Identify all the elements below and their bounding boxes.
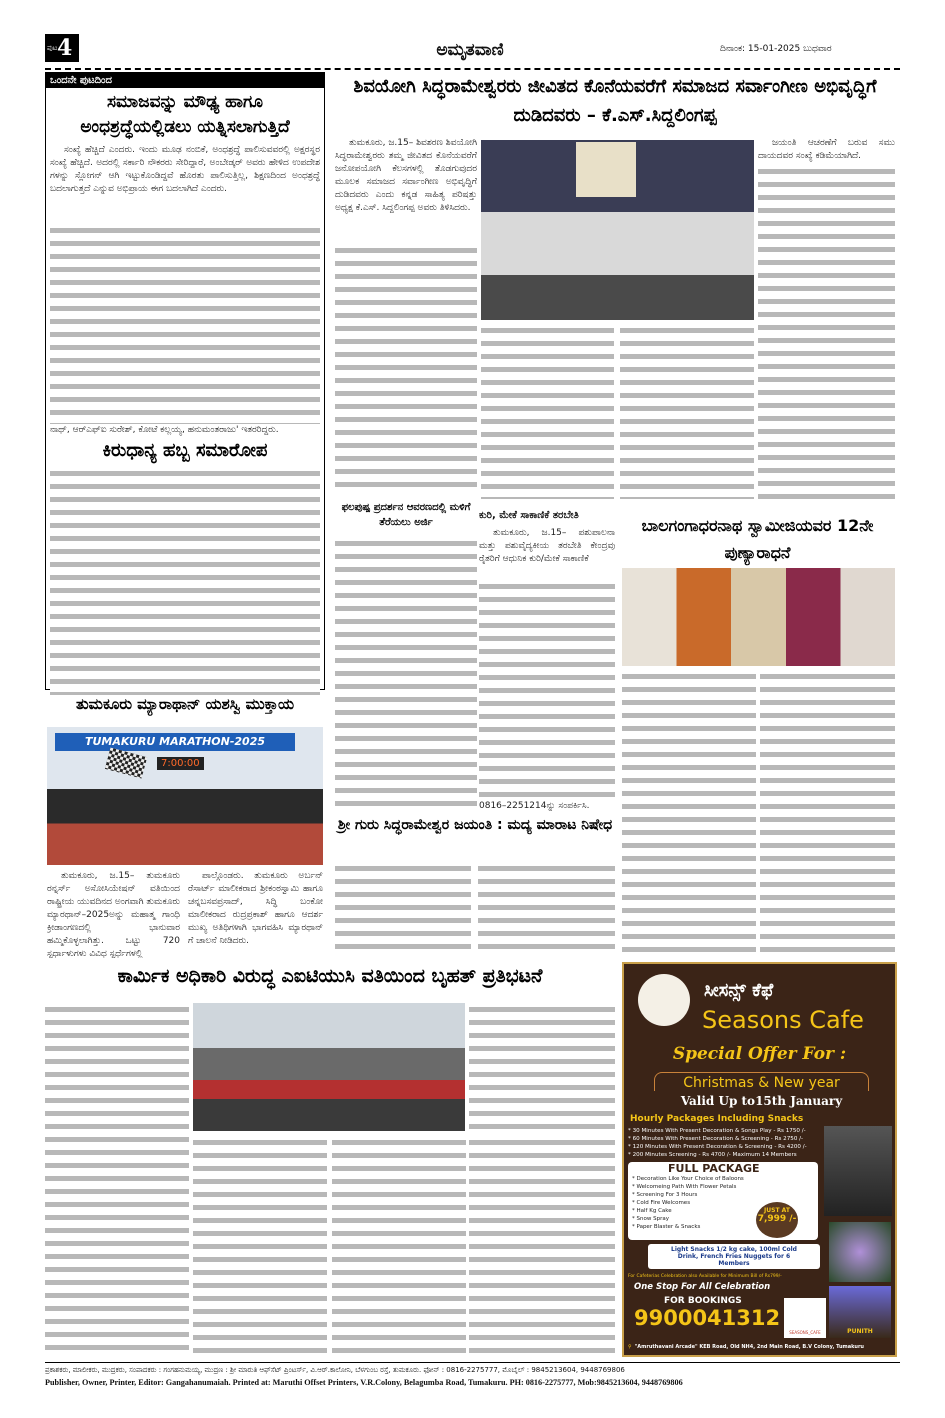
full-item: * Snow Spray	[632, 1216, 669, 1222]
liquor-body-right	[478, 862, 615, 957]
ad-validity: Valid Up to15th January	[680, 1094, 843, 1108]
page-number-badge	[45, 34, 79, 62]
checkered-flag	[105, 747, 147, 778]
article-headline-2: ಕಿರುಧಾನ್ಯ ಹಬ್ಬ ಸಮಾರೋಪ	[102, 440, 268, 461]
lead-body: ತುಮಕೂರು, ಜ.15– ಶಿವಶರಣ ಶಿವಯೋಗಿ ಸಿದ್ಧರಾಮೇಶ್ವರರು ತಮ್ಮ ಜೀವಿತದ ಕೊನೆಯವರೆಗೆ ಜನೋಪಯೋಗಿ ಕೆಲಸಗಳಲ್ಲಿ ತೊಡಗುವುದರ ಮೂಲಕ ಸಮಾಜದ ಸರ್ವಾಂಗೀಣ ಅಭಿವೃದ್ಧಿಗೆ ದುಡಿದವರು ಎಂದು ಕನ್ನಡ ಸಾಹಿತ್ಯ ಪರಿಷತ್ತು ಅಧ್ಯಕ್ಷ ಕೆ.ಎಸ್. ಸಿದ್ದಲಿಂಗಪ್ಪ ಅವರು ತಿಳಿಸಿದರು.	[335, 138, 477, 213]
bala-headline: ಬಾಲಗಂಗಾಧರನಾಥ ಸ್ವಾಮೀಜಿಯವರ 12ನೇ ಪುಣ್ಯಾರಾಧನೆ	[641, 516, 874, 562]
ad-tagline: One Stop For All Celebration	[634, 1282, 771, 1292]
article-headline: ಸಮಾಜವನ್ನು ಮೌಢ್ಯ ಹಾಗೂ ಅಂಧಶ್ರದ್ಧೆಯಲ್ಲಿಡಲು ಯತ್ನಿಸಲಾಗುತ್ತಿದೆ	[80, 92, 290, 137]
package-item: * 200 Minutes Screening - Rs 4700 /- Maximum 14 Members	[628, 1152, 797, 1158]
footer-divider	[45, 1362, 900, 1363]
protest-body-col3	[332, 1136, 466, 1358]
masthead-divider	[45, 68, 900, 70]
price-badge	[756, 1202, 798, 1238]
full-item: * Decoration Like Your Choice of Baloons	[632, 1176, 744, 1182]
section-tag: ಒಂದನೇ ಪುಟದಿಂದ	[46, 73, 324, 88]
qr-code	[784, 1298, 826, 1338]
full-item: * Paper Blaster & Snacks	[632, 1224, 701, 1230]
package-item: * 120 Minutes With Present Decoration & Screening - Rs 4200 /-	[628, 1144, 807, 1150]
sheep-body: ತುಮಕೂರು, ಜ.15– ಪಶುಪಾಲನಾ ಮತ್ತು ಪಶುವೈದ್ಯಕೀಯ ತರಬೇತಿ ಕೇಂದ್ರವು ರೈತರಿಗೆ ಆಧುನಿಕ ಕುರಿ/ಮೇಕೆ ಸಾಕಾಣಿಕೆ	[479, 528, 615, 564]
bala-body-left	[622, 670, 756, 955]
marathon-body-left: ತುಮಕೂರು, ಜ.15– ತುಮಕೂರು ರನ್ನರ್ಸ್ ಅಸೋಸಿಯೇಷನ್ ವತಿಯಿಂದ ರಾಷ್ಟ್ರೀಯ ಯುವದಿನದ ಅಂಗವಾಗಿ ತುಮಕೂರು ಮ್ಯಾರಥಾನ್–2025ಅನ್ನು ಮಹಾತ್ಮ ಗಾಂಧಿ ಕ್ರೀಡಾಂಗಣದಲ್ಲಿ ಭಾನುವಾರ ಹಮ್ಮಿಕೊಳ್ಳಲಾಗಿತ್ತು. ಒಟ್ಟು 720 ಸ್ಪರ್ಧಾಳುಗಳು ವಿವಿಧ ಸ್ಪರ್ಧೆಗಳಲ್ಲಿ	[47, 871, 180, 958]
stage-banner	[576, 142, 636, 197]
protest-photo	[193, 1003, 465, 1131]
article-body-2	[50, 467, 320, 695]
marathon-body-right: ಪಾಲ್ಗೊಂಡರು. ತುಮಕೂರು ಅರ್ಬನ್ ರೆಸಾರ್ಟ್ ಮಾಲೀಕರಾದ ಶ್ರೀಕಂಠಸ್ವಾಮಿ ಹಾಗೂ ಚನ್ನಬಸವಪ್ರಸಾದ್, ಸಿದ್ಧಿ ಬಂಕೋ ಮಾಲೀಕರಾದ ರುದ್ರಪ್ರಕಾಶ್ ಹಾಗೂ ಆದರ್ಶ ಮುಖ್ಯ ಅತಿಥಿಗಳಾಗಿ ಭಾಗವಹಿಸಿ ಮ್ಯಾರಥಾನ್ ಗೆ ಚಾಲನೆ ನೀಡಿದರು.	[188, 871, 323, 946]
page-label: ಪುಟ	[47, 44, 58, 52]
snacks-strip: Light Snacks 1/2 kg cake, 100ml Cold Drink, French Fries Nuggets for 6 Members	[648, 1244, 820, 1269]
packages-list	[628, 1127, 813, 1159]
full-item: * Welcomeing Path With Flower Petals	[632, 1184, 737, 1190]
lead-headline: ಶಿವಯೋಗಿ ಸಿದ್ಧರಾಮೇಶ್ವರರು ಜೀವಿತದ ಕೊನೆಯವರೆಗೆ ಸಮಾಜದ ಸರ್ವಾಂಗೀಣ ಅಭಿವೃದ್ಧಿಗೆ ದುಡಿದವರು – ಕೆ.ಎಸ್.ಸಿದ್ದಲಿಂಗಪ್ಪ	[353, 76, 877, 126]
package-item: * 30 Minutes With Present Decoration & Songs Play - Rs 1750 /-	[628, 1128, 806, 1134]
address-text: "Amruthavani Arcade" KEB Road, Old NH4, 2nd Main Road, B.V Colony, Tumakuru	[634, 1344, 864, 1350]
ad-title-kn: ಸೀಸನ್ಸ್ ಕೆಫೆ	[704, 980, 774, 1001]
sheep-body-continued	[479, 580, 615, 805]
full-item: * Screening For 3 Hours	[632, 1192, 698, 1198]
newspaper-title: ಅಮೃತವಾಣಿ	[436, 40, 504, 60]
bala-photo	[622, 568, 895, 666]
bookings-label: FOR BOOKINGS	[664, 1296, 742, 1306]
package-item: * 60 Minutes With Present Decoration & Screening - Rs 2750 /-	[628, 1136, 804, 1142]
ad-note: For Cafeterias Celebration also Available for Minimum Bill of Rs799/-	[628, 1274, 782, 1279]
ad-title-en: Seasons Cafe	[702, 1006, 864, 1034]
seasons-cafe-ad	[622, 962, 897, 1357]
issue-date: ದಿನಾಂಕ: 15-01-2025 ಬುಧವಾರ	[720, 44, 832, 54]
bala-body-right	[760, 670, 895, 955]
lead-right-column-start: ಜಯಂತಿ ಆಚರಣೆಗೆ ಬರುವ ಸಮು ದಾಯದವರ ಸಂಖ್ಯೆ ಕಡಿಮೆಯಾಗಿದೆ.	[758, 138, 895, 161]
protest-headline: ಕಾರ್ಮಿಕ ಅಧಿಕಾರಿ ವಿರುದ್ಧ ಎಐಟಿಯುಸಿ ವತಿಯಿಂದ ಬೃಹತ್ ಪ್ರತಿಭಟನೆ	[117, 965, 543, 987]
marathon-headline: ತುಮಕೂರು ಮ್ಯಾರಾಥಾನ್ ಯಶಸ್ವಿ ಮುಕ್ತಾಯ	[75, 695, 295, 713]
article-closing: ನಾಥ್, ಆರ್‌ಎಫ್‌ಐ ಸುರೇಶ್, ಕೋಟೆ ಕಲ್ಲಯ್ಯ, ಹನುಮಂತರಾಜು' ಇತರರಿದ್ದರು.	[50, 425, 279, 435]
full-item: * Half Kg Cake	[632, 1208, 672, 1214]
lead-photo	[481, 140, 754, 320]
full-package-box	[628, 1162, 818, 1240]
ad-photo-punith	[829, 1286, 891, 1338]
lead-right-column	[758, 165, 895, 505]
flower-show-headline: ಫಲಪುಷ್ಪ ಪ್ರದರ್ಶನ ಆವರಣದಲ್ಲಿ ಮಳಿಗೆ ತೆರೆಯಲು ಅರ್ಜಿ	[341, 502, 471, 528]
protest-body-col2	[193, 1136, 327, 1358]
just-at: JUST AT	[764, 1207, 790, 1214]
full-item: * Cold Fire Welcomes	[632, 1200, 691, 1206]
flower-show-body	[335, 537, 477, 807]
article-body: ಸಂಖ್ಯೆ ಹೆಚ್ಚಿದೆ ಎಂದರು. ಇಂದು ಮೂಢ ನಂಬಿಕೆ, ಅಂಧಶ್ರದ್ಧೆ ಪಾಲಿಸುವವರಲ್ಲಿ ಅಕ್ಷರಸ್ಥರ ಸಂಖ್ಯೆ ಹೆಚ್ಚಿದೆ. ಅದರಲ್ಲಿ ಸರ್ಕಾರಿ ನೌಕರರು ಸೇರಿದ್ದಾರೆ, ಅಂಬೇಡ್ಕರ್ ಅವರು ಹೇಳಿದ ಉಪದೇಶ ಗಳನ್ನು ಸ್ಲೋಗನ್ ಆಗಿ ಇಟ್ಟುಕೊಂಡಿದ್ದವೆ ಹೊರತು ಪಾಲಿಸುತ್ತಿಲ್ಲ, ಶಿಕ್ಷಣದಿಂದ ಅಂಧಶ್ರದ್ಧೆ ಬದಲಾಗುತ್ತದೆ ಎನ್ನುವ ಅಭಿಪ್ರಾಯ ಈಗ ಬದಲಾಗಿದೆ ಎಂದರು.	[50, 145, 320, 194]
protest-body-col4	[469, 1003, 615, 1131]
full-package-title: FULL PACKAGE	[668, 1162, 760, 1175]
marathon-banner: TUMAKURU MARATHON-2025	[55, 733, 295, 751]
protest-body-col4b	[469, 1136, 615, 1358]
price: 7,999 /-	[757, 1214, 797, 1224]
liquor-headline: ಶ್ರೀ ಗುರು ಸಿದ್ಧರಾಮೇಶ್ವರ ಜಯಂತಿ : ಮದ್ಯ ಮಾರಾಟ ನಿಷೇಧ	[337, 817, 613, 833]
liquor-prev-phone: 0816–2251214ನ್ನು ಸಂಪರ್ಕಿಸಿ.	[479, 801, 590, 811]
liquor-body-left	[335, 862, 471, 957]
imprint-kannada: ಪ್ರಕಾಶಕರು, ಮಾಲೀಕರು, ಮುದ್ರಕರು, ಸಂಪಾದಕರು : ಗಂಗಹನುಮಯ್ಯ, ಮುದ್ರಣ : ಶ್ರೀ ಮಾರುತಿ ಆಫ್‌ಸೆಟ್ ಪ್ರಿಂಟರ್ಸ್, ವಿ.ಆರ್.ಕಾಲೋನಿ, ಬೆಳಗುಂಬ ರಸ್ತೆ, ತುಮಕೂರು. ಫೋನ್ : 0816-2275777, ಮೊಬೈಲ್ : 9845213604, 9448769806	[45, 1366, 625, 1374]
article-body-continued	[50, 224, 320, 424]
photo-label: PUNITH	[847, 1328, 873, 1335]
lead-body-col2	[481, 324, 614, 499]
continued-article	[45, 72, 325, 690]
packages-title: Hourly Packages Including Snacks	[630, 1114, 804, 1124]
page-number: 4	[57, 35, 73, 61]
ad-photo-room	[824, 1126, 892, 1216]
booking-phone: 9900041312	[634, 1306, 781, 1330]
ad-offer: Special Offer For :	[672, 1044, 847, 1064]
cafe-logo	[638, 974, 690, 1026]
sheep-headline: ಕುರಿ, ಮೇಕೆ ಸಾಕಾಣಿಕೆ ತರಬೇತಿ	[479, 510, 579, 521]
marathon-photo	[47, 727, 323, 865]
ad-occasion: Christmas & New year	[654, 1072, 869, 1091]
race-clock: 7:00:00	[157, 757, 204, 770]
protest-body-col1	[45, 1003, 189, 1358]
lead-body-col3	[620, 324, 754, 499]
ad-photo-arch	[829, 1222, 891, 1282]
ad-address	[628, 1344, 864, 1350]
lead-body-continued	[335, 244, 477, 494]
imprint-english: Publisher, Owner, Printer, Editor: Gangahanumaiah. Printed at: Maruthi Offset Printers, V.R.Colony, Belagumba Road, Tumakuru. PH: 0816-2275777, Mob:9845213604, 9448769806	[45, 1378, 683, 1387]
location-pin-icon: ⚲	[628, 1344, 632, 1350]
qr-label: SEASONS_CAFE	[789, 1330, 821, 1335]
